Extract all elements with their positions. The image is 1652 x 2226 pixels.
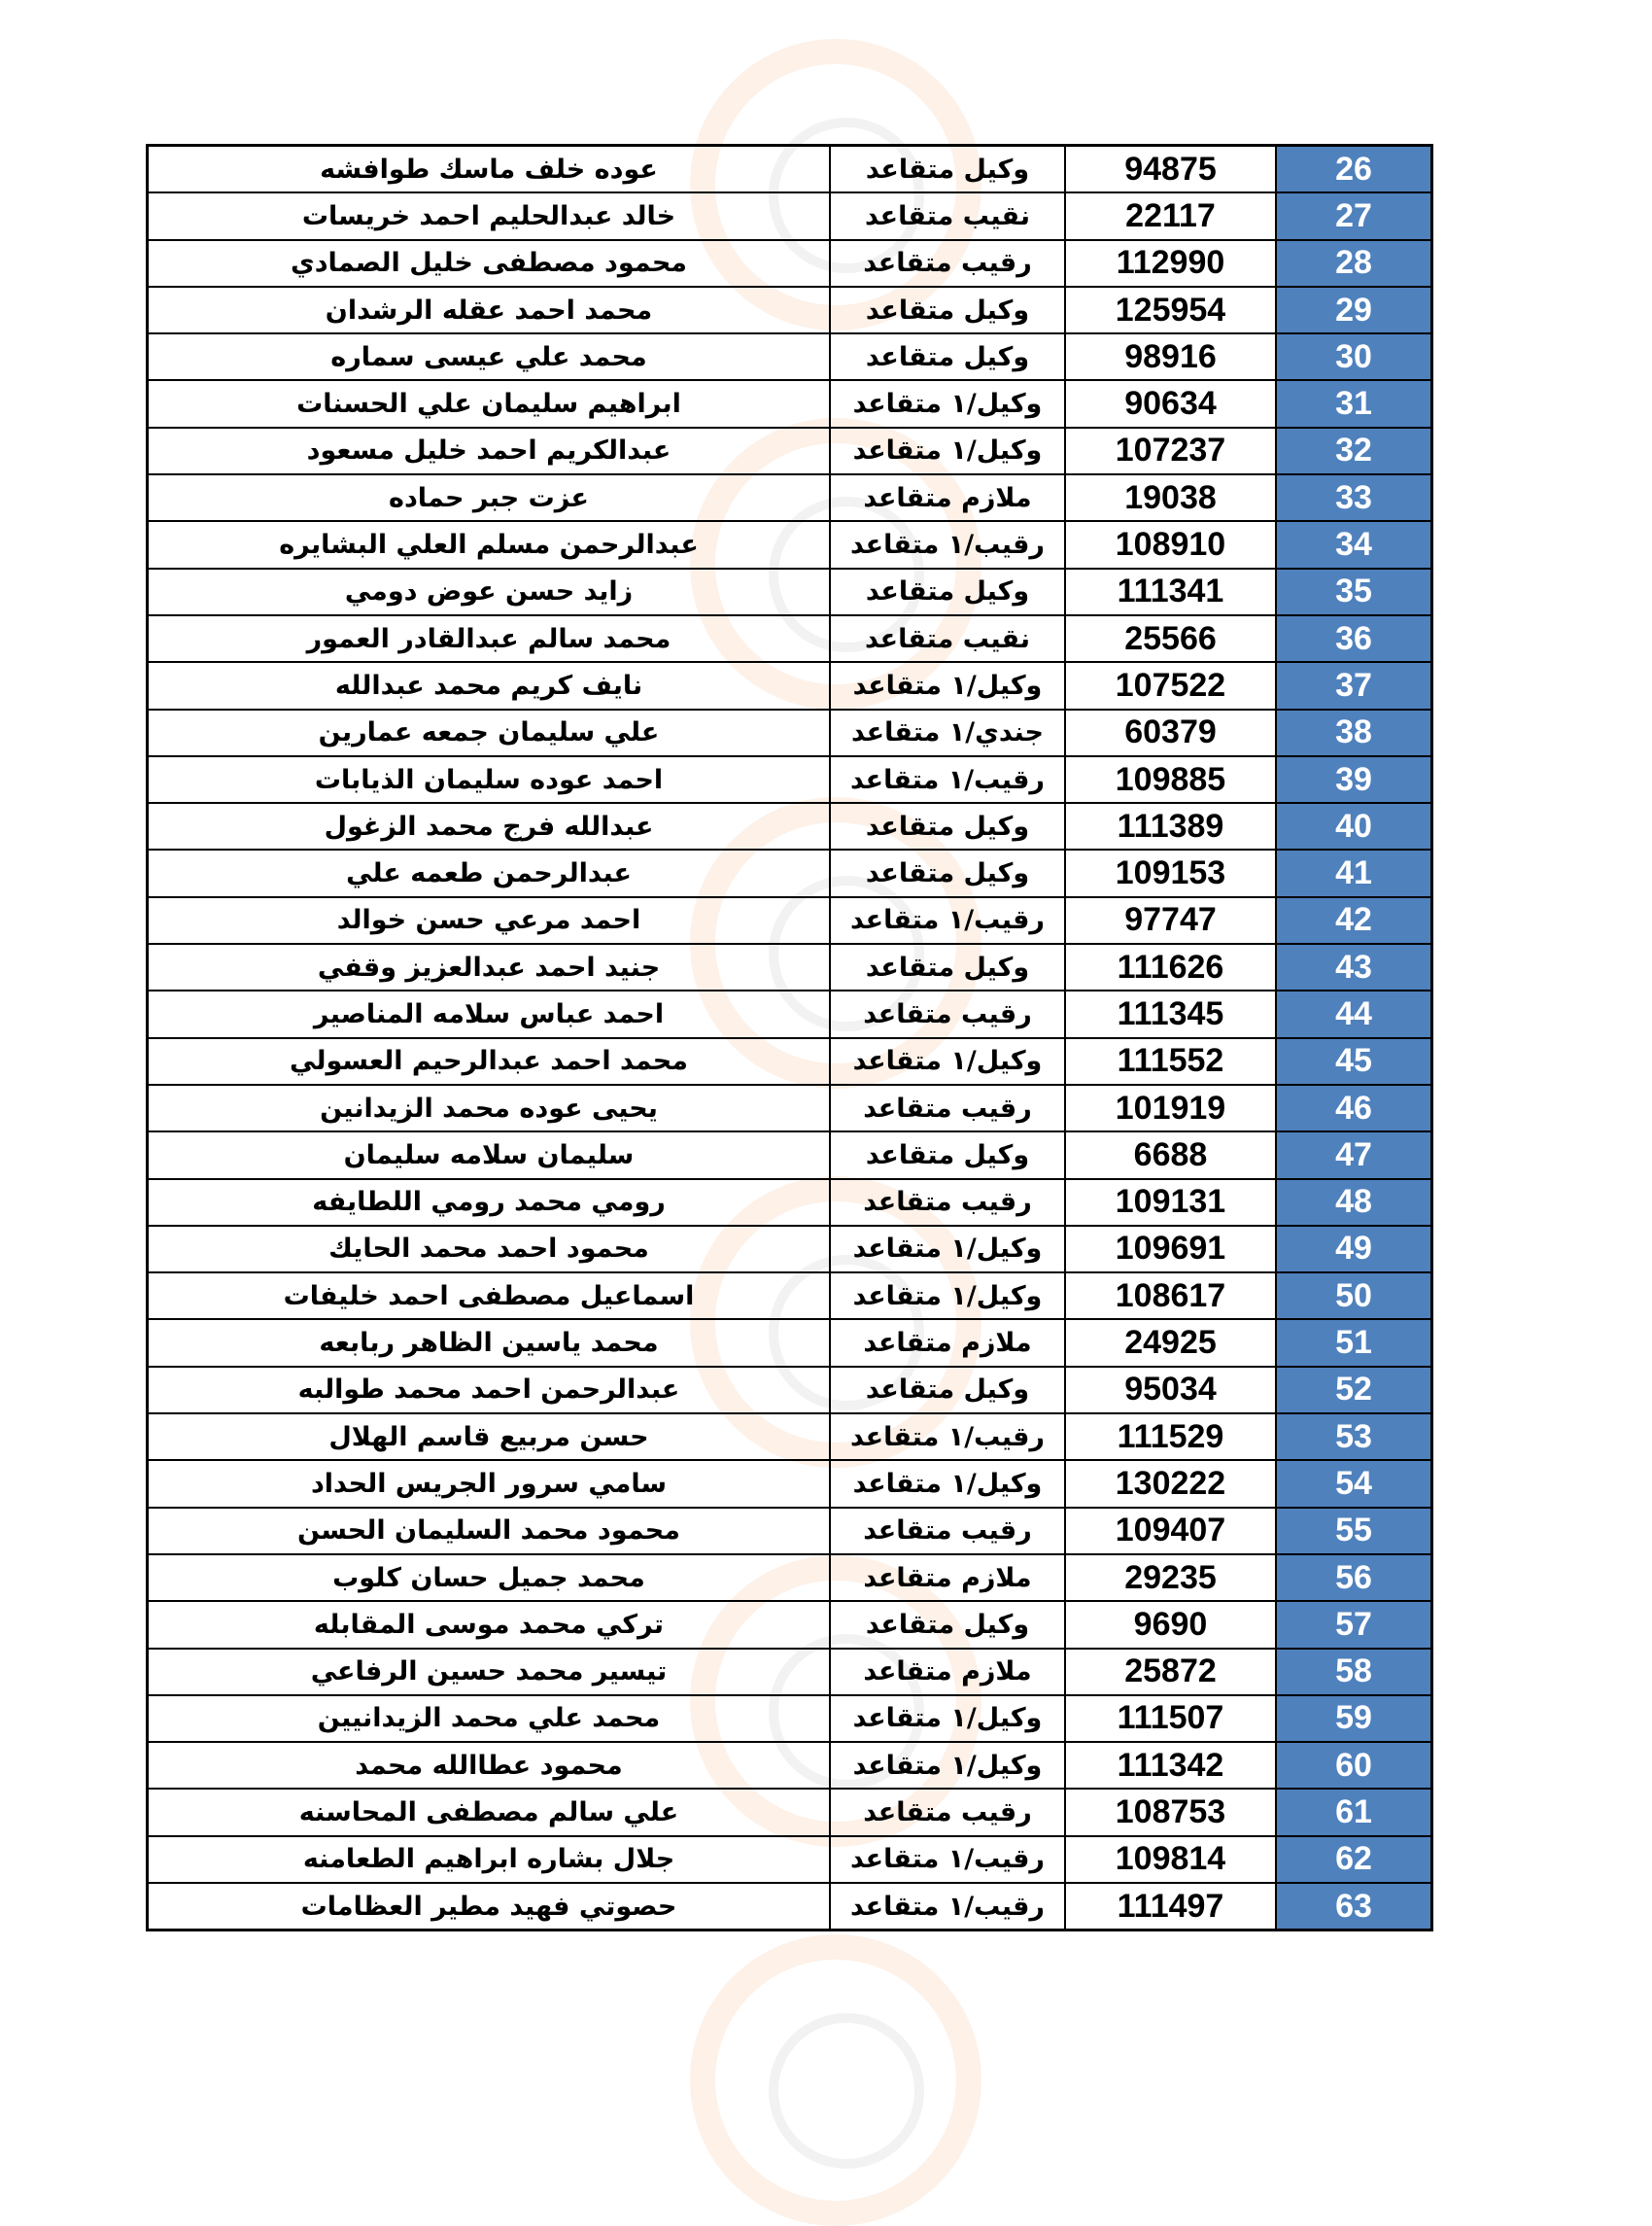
service-number-cell: 108617 xyxy=(1065,1272,1276,1319)
full-name-cell: محمود عطاالله محمد xyxy=(148,1742,831,1789)
full-name-cell: تيسير محمد حسين الرفاعي xyxy=(148,1649,831,1695)
full-name-cell: احمد مرعي حسن خوالد xyxy=(148,897,831,944)
full-name-cell: علي سالم مصطفى المحاسنه xyxy=(148,1789,831,1835)
table-row xyxy=(148,803,1432,850)
table-row xyxy=(148,710,1432,756)
rank-cell: رقيب متقاعد xyxy=(830,240,1065,287)
rank-cell: رقيب/١ متقاعد xyxy=(830,756,1065,803)
table-row xyxy=(148,1883,1432,1930)
service-number-cell: 98916 xyxy=(1065,333,1276,380)
full-name-cell: حسن مربيع قاسم الهلال xyxy=(148,1413,831,1460)
full-name-cell: احمد عوده سليمان الذيابات xyxy=(148,756,831,803)
rank-cell: وكيل متقاعد xyxy=(830,803,1065,850)
row-index-cell: 33 xyxy=(1276,474,1432,521)
full-name-cell: تركي محمد موسى المقابله xyxy=(148,1601,831,1648)
full-name-cell: خالد عبدالحليم احمد خريسات xyxy=(148,192,831,239)
table-row xyxy=(148,850,1432,896)
rank-cell: وكيل/١ متقاعد xyxy=(830,1695,1065,1742)
rank-cell: رقيب/١ متقاعد xyxy=(830,1413,1065,1460)
row-index-cell: 61 xyxy=(1276,1789,1432,1835)
full-name-cell: محمد احمد عبدالرحيم العسولي xyxy=(148,1038,831,1085)
row-index-cell: 27 xyxy=(1276,192,1432,239)
service-number-cell: 97747 xyxy=(1065,897,1276,944)
rank-cell: وكيل متقاعد xyxy=(830,1367,1065,1413)
full-name-cell: عوده خلف ماسك طوافشه xyxy=(148,146,831,193)
row-index-cell: 40 xyxy=(1276,803,1432,850)
row-index-cell: 54 xyxy=(1276,1460,1432,1507)
table-row xyxy=(148,287,1432,333)
service-number-cell: 107237 xyxy=(1065,428,1276,474)
service-number-cell: 90634 xyxy=(1065,380,1276,427)
rank-cell: نقيب متقاعد xyxy=(830,192,1065,239)
table-row xyxy=(148,240,1432,287)
retirees-table xyxy=(146,144,1433,1931)
service-number-cell: 111389 xyxy=(1065,803,1276,850)
rank-cell: رقيب/١ متقاعد xyxy=(830,897,1065,944)
row-index-cell: 57 xyxy=(1276,1601,1432,1648)
rank-cell: وكيل/١ متقاعد xyxy=(830,1742,1065,1789)
row-index-cell: 34 xyxy=(1276,521,1432,568)
table-row xyxy=(148,146,1432,193)
service-number-cell: 95034 xyxy=(1065,1367,1276,1413)
full-name-cell: محمود محمد السليمان الحسن xyxy=(148,1508,831,1554)
row-index-cell: 46 xyxy=(1276,1085,1432,1131)
rank-cell: وكيل/١ متقاعد xyxy=(830,428,1065,474)
rank-cell: رقيب/١ متقاعد xyxy=(830,521,1065,568)
full-name-cell: علي سليمان جمعه عمارين xyxy=(148,710,831,756)
service-number-cell: 111552 xyxy=(1065,1038,1276,1085)
table-row xyxy=(148,615,1432,662)
rank-cell: جندي/١ متقاعد xyxy=(830,710,1065,756)
table-row xyxy=(148,192,1432,239)
row-index-cell: 37 xyxy=(1276,662,1432,709)
service-number-cell: 109814 xyxy=(1065,1836,1276,1883)
full-name-cell: عبدالله فرج محمد الزغول xyxy=(148,803,831,850)
table-row xyxy=(148,1742,1432,1789)
rank-cell: ملازم متقاعد xyxy=(830,1319,1065,1366)
rank-cell: رقيب متقاعد xyxy=(830,991,1065,1037)
row-index-cell: 35 xyxy=(1276,569,1432,615)
row-index-cell: 59 xyxy=(1276,1695,1432,1742)
full-name-cell: زايد حسن عوض دومي xyxy=(148,569,831,615)
service-number-cell: 111626 xyxy=(1065,944,1276,991)
full-name-cell: محمد احمد عقله الرشدان xyxy=(148,287,831,333)
service-number-cell: 111529 xyxy=(1065,1413,1276,1460)
row-index-cell: 62 xyxy=(1276,1836,1432,1883)
rank-cell: رقيب متقاعد xyxy=(830,1179,1065,1226)
row-index-cell: 32 xyxy=(1276,428,1432,474)
table-row xyxy=(148,1179,1432,1226)
row-index-cell: 26 xyxy=(1276,146,1432,193)
service-number-cell: 101919 xyxy=(1065,1085,1276,1131)
rank-cell: وكيل متقاعد xyxy=(830,569,1065,615)
service-number-cell: 111345 xyxy=(1065,991,1276,1037)
full-name-cell: محمد جميل حسان كلوب xyxy=(148,1554,831,1601)
watermark-logo xyxy=(690,1934,981,2226)
row-index-cell: 41 xyxy=(1276,850,1432,896)
row-index-cell: 60 xyxy=(1276,1742,1432,1789)
row-index-cell: 28 xyxy=(1276,240,1432,287)
rank-cell: وكيل/١ متقاعد xyxy=(830,662,1065,709)
full-name-cell: عبدالرحمن احمد محمد طوالبه xyxy=(148,1367,831,1413)
row-index-cell: 42 xyxy=(1276,897,1432,944)
service-number-cell: 109885 xyxy=(1065,756,1276,803)
table-row xyxy=(148,428,1432,474)
table-row xyxy=(148,1649,1432,1695)
service-number-cell: 6688 xyxy=(1065,1131,1276,1178)
row-index-cell: 38 xyxy=(1276,710,1432,756)
table-row xyxy=(148,1460,1432,1507)
rank-cell: وكيل/١ متقاعد xyxy=(830,1038,1065,1085)
full-name-cell: عبدالرحمن مسلم العلي البشايره xyxy=(148,521,831,568)
rank-cell: وكيل/١ متقاعد xyxy=(830,1272,1065,1319)
service-number-cell: 109153 xyxy=(1065,850,1276,896)
row-index-cell: 50 xyxy=(1276,1272,1432,1319)
full-name-cell: عبدالكريم احمد خليل مسعود xyxy=(148,428,831,474)
full-name-cell: جنيد احمد عبدالعزيز وقفي xyxy=(148,944,831,991)
service-number-cell: 9690 xyxy=(1065,1601,1276,1648)
row-index-cell: 44 xyxy=(1276,991,1432,1037)
table-row xyxy=(148,662,1432,709)
service-number-cell: 125954 xyxy=(1065,287,1276,333)
table-row xyxy=(148,1601,1432,1648)
table-body xyxy=(148,146,1432,1930)
rank-cell: رقيب/١ متقاعد xyxy=(830,1836,1065,1883)
table-row xyxy=(148,756,1432,803)
row-index-cell: 56 xyxy=(1276,1554,1432,1601)
row-index-cell: 36 xyxy=(1276,615,1432,662)
table-row xyxy=(148,1413,1432,1460)
table-row xyxy=(148,897,1432,944)
rank-cell: وكيل/١ متقاعد xyxy=(830,380,1065,427)
row-index-cell: 39 xyxy=(1276,756,1432,803)
row-index-cell: 53 xyxy=(1276,1413,1432,1460)
table-row xyxy=(148,380,1432,427)
rank-cell: وكيل متقاعد xyxy=(830,1601,1065,1648)
rank-cell: وكيل/١ متقاعد xyxy=(830,1460,1065,1507)
row-index-cell: 58 xyxy=(1276,1649,1432,1695)
table-row xyxy=(148,944,1432,991)
full-name-cell: محمود احمد محمد الحايك xyxy=(148,1226,831,1272)
service-number-cell: 29235 xyxy=(1065,1554,1276,1601)
full-name-cell: رومي محمد رومي اللطايفه xyxy=(148,1179,831,1226)
full-name-cell: عزت جبر حماده xyxy=(148,474,831,521)
full-name-cell: سامي سرور الجريس الحداد xyxy=(148,1460,831,1507)
table-row xyxy=(148,1695,1432,1742)
full-name-cell: محمد ياسين الظاهر ربابعه xyxy=(148,1319,831,1366)
full-name-cell: ابراهيم سليمان علي الحسنات xyxy=(148,380,831,427)
full-name-cell: جلال بشاره ابراهيم الطعامنه xyxy=(148,1836,831,1883)
row-index-cell: 29 xyxy=(1276,287,1432,333)
table-row xyxy=(148,1367,1432,1413)
table-row xyxy=(148,333,1432,380)
rank-cell: ملازم متقاعد xyxy=(830,1554,1065,1601)
service-number-cell: 25872 xyxy=(1065,1649,1276,1695)
table-row xyxy=(148,521,1432,568)
service-number-cell: 25566 xyxy=(1065,615,1276,662)
table-row xyxy=(148,1226,1432,1272)
service-number-cell: 112990 xyxy=(1065,240,1276,287)
rank-cell: نقيب متقاعد xyxy=(830,615,1065,662)
rank-cell: رقيب متقاعد xyxy=(830,1789,1065,1835)
full-name-cell: اسماعيل مصطفى احمد خليفات xyxy=(148,1272,831,1319)
row-index-cell: 63 xyxy=(1276,1883,1432,1930)
rank-cell: ملازم متقاعد xyxy=(830,1649,1065,1695)
table-row xyxy=(148,569,1432,615)
rank-cell: وكيل متقاعد xyxy=(830,333,1065,380)
table-row xyxy=(148,1836,1432,1883)
full-name-cell: عبدالرحمن طعمه علي xyxy=(148,850,831,896)
table-row xyxy=(148,1508,1432,1554)
service-number-cell: 94875 xyxy=(1065,146,1276,193)
row-index-cell: 55 xyxy=(1276,1508,1432,1554)
rank-cell: وكيل/١ متقاعد xyxy=(830,1226,1065,1272)
full-name-cell: محمد علي عيسى سماره xyxy=(148,333,831,380)
table-row xyxy=(148,1554,1432,1601)
service-number-cell: 130222 xyxy=(1065,1460,1276,1507)
row-index-cell: 30 xyxy=(1276,333,1432,380)
table-row xyxy=(148,1085,1432,1131)
full-name-cell: حصوتي فهيد مطير العظامات xyxy=(148,1883,831,1930)
row-index-cell: 45 xyxy=(1276,1038,1432,1085)
service-number-cell: 111341 xyxy=(1065,569,1276,615)
full-name-cell: سليمان سلامه سليمان xyxy=(148,1131,831,1178)
row-index-cell: 47 xyxy=(1276,1131,1432,1178)
rank-cell: وكيل متقاعد xyxy=(830,944,1065,991)
row-index-cell: 51 xyxy=(1276,1319,1432,1366)
row-index-cell: 52 xyxy=(1276,1367,1432,1413)
service-number-cell: 24925 xyxy=(1065,1319,1276,1366)
table-row xyxy=(148,1131,1432,1178)
row-index-cell: 31 xyxy=(1276,380,1432,427)
service-number-cell: 108910 xyxy=(1065,521,1276,568)
full-name-cell: محمود مصطفى خليل الصمادي xyxy=(148,240,831,287)
service-number-cell: 109407 xyxy=(1065,1508,1276,1554)
rank-cell: رقيب متقاعد xyxy=(830,1085,1065,1131)
table-row xyxy=(148,1789,1432,1835)
service-number-cell: 22117 xyxy=(1065,192,1276,239)
row-index-cell: 49 xyxy=(1276,1226,1432,1272)
service-number-cell: 109131 xyxy=(1065,1179,1276,1226)
rank-cell: ملازم متقاعد xyxy=(830,474,1065,521)
table-row xyxy=(148,991,1432,1037)
rank-cell: رقيب متقاعد xyxy=(830,1508,1065,1554)
rank-cell: وكيل متقاعد xyxy=(830,850,1065,896)
service-number-cell: 107522 xyxy=(1065,662,1276,709)
rank-cell: وكيل متقاعد xyxy=(830,287,1065,333)
row-index-cell: 48 xyxy=(1276,1179,1432,1226)
service-number-cell: 111342 xyxy=(1065,1742,1276,1789)
full-name-cell: محمد سالم عبدالقادر العمور xyxy=(148,615,831,662)
full-name-cell: احمد عباس سلامه المناصير xyxy=(148,991,831,1037)
table-row xyxy=(148,1319,1432,1366)
service-number-cell: 108753 xyxy=(1065,1789,1276,1835)
full-name-cell: نايف كريم محمد عبدالله xyxy=(148,662,831,709)
rank-cell: رقيب/١ متقاعد xyxy=(830,1883,1065,1930)
full-name-cell: محمد علي محمد الزيدانيين xyxy=(148,1695,831,1742)
service-number-cell: 111497 xyxy=(1065,1883,1276,1930)
table-row xyxy=(148,1038,1432,1085)
service-number-cell: 109691 xyxy=(1065,1226,1276,1272)
rank-cell: وكيل متقاعد xyxy=(830,1131,1065,1178)
service-number-cell: 111507 xyxy=(1065,1695,1276,1742)
full-name-cell: يحيى عوده محمد الزيدانين xyxy=(148,1085,831,1131)
rank-cell: وكيل متقاعد xyxy=(830,146,1065,193)
row-index-cell: 43 xyxy=(1276,944,1432,991)
service-number-cell: 60379 xyxy=(1065,710,1276,756)
service-number-cell: 19038 xyxy=(1065,474,1276,521)
table-row xyxy=(148,474,1432,521)
table-row xyxy=(148,1272,1432,1319)
